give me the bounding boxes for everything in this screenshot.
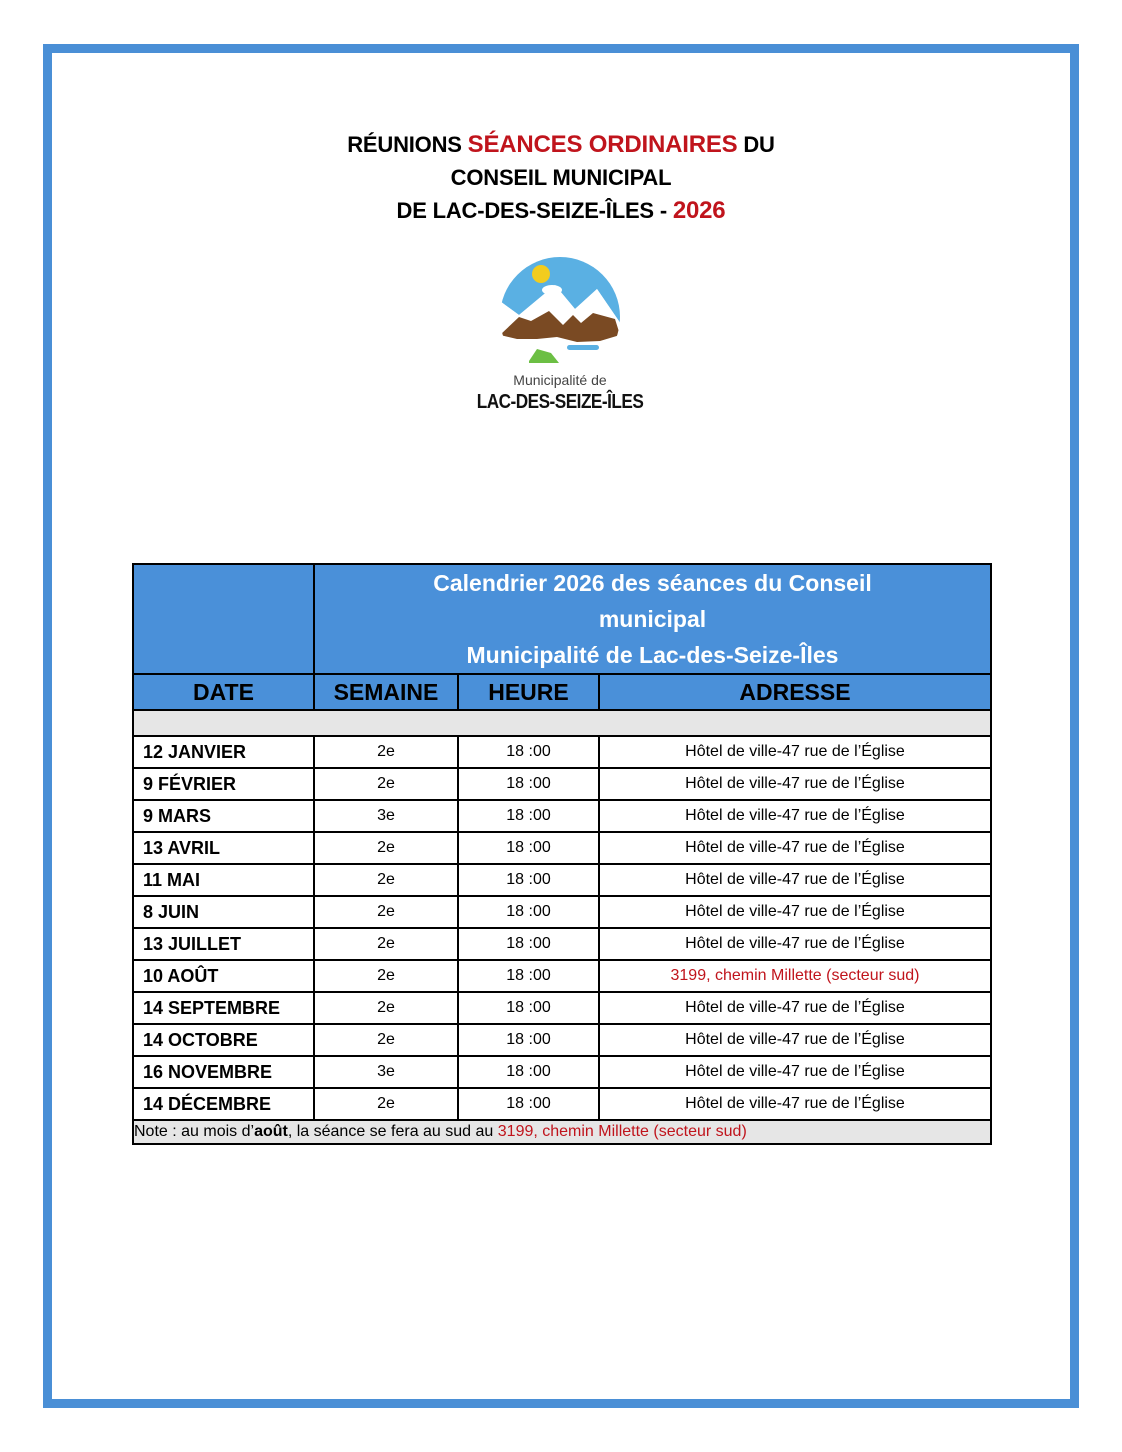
semaine-cell: 2e (314, 992, 458, 1024)
note-row (133, 1120, 991, 1144)
heure-cell: 18 :00 (458, 1056, 599, 1088)
semaine-cell: 2e (314, 768, 458, 800)
table-row (133, 1056, 991, 1088)
council-calendar-table (132, 563, 992, 1145)
column-header-date: DATE (133, 674, 314, 710)
title-prefix: RÉUNIONS (347, 132, 468, 157)
heure-cell: 18 :00 (458, 1088, 599, 1120)
caption-line-1: Calendrier 2026 des séances du Conseil (433, 570, 872, 596)
column-header-heure: HEURE (458, 674, 599, 710)
semaine-cell: 2e (314, 960, 458, 992)
heure-cell: 18 :00 (458, 992, 599, 1024)
semaine-cell: 2e (314, 896, 458, 928)
semaine-cell: 3e (314, 800, 458, 832)
adresse-cell: Hôtel de ville-47 rue de l’Église (599, 832, 991, 864)
adresse-cell: Hôtel de ville-47 rue de l’Église (599, 1056, 991, 1088)
semaine-cell: 3e (314, 1056, 458, 1088)
date-cell: 8 JUIN (133, 896, 314, 928)
note-middle: , la séance se fera au sud au (287, 1123, 498, 1140)
table-caption-row (133, 564, 991, 674)
title-year: 2026 (672, 197, 726, 224)
logo-emblem-icon (497, 257, 623, 372)
semaine-cell: 2e (314, 1024, 458, 1056)
title-suffix: DU (737, 132, 775, 157)
adresse-cell: Hôtel de ville-47 rue de l’Église (599, 768, 991, 800)
column-header-semaine: SEMAINE (314, 674, 458, 710)
title-line3-prefix: DE LAC-DES-SEIZE-ÎLES - (396, 198, 673, 223)
title-line-1 (0, 128, 1122, 161)
note-address: 3199, chemin Millette (secteur sud) (497, 1123, 747, 1140)
semaine-cell: 2e (314, 832, 458, 864)
table-body (133, 736, 991, 1120)
logo-text-line-1: Municipalité de (513, 372, 607, 388)
table-row (133, 1024, 991, 1056)
date-cell: 14 DÉCEMBRE (133, 1088, 314, 1120)
adresse-cell: Hôtel de ville-47 rue de l’Église (599, 864, 991, 896)
table-row (133, 832, 991, 864)
adresse-cell: 3199, chemin Millette (secteur sud) (599, 960, 991, 992)
date-cell: 14 SEPTEMBRE (133, 992, 314, 1024)
semaine-cell: 2e (314, 736, 458, 768)
heure-cell: 18 :00 (458, 768, 599, 800)
adresse-cell: Hôtel de ville-47 rue de l’Église (599, 1024, 991, 1056)
adresse-cell: Hôtel de ville-47 rue de l’Église (599, 1088, 991, 1120)
adresse-cell: Hôtel de ville-47 rue de l’Église (599, 992, 991, 1024)
table-row (133, 768, 991, 800)
table-row (133, 736, 991, 768)
note-cell (133, 1120, 991, 1144)
municipality-logo (470, 255, 650, 415)
table-row (133, 928, 991, 960)
date-cell: 14 OCTOBRE (133, 1024, 314, 1056)
date-cell: 16 NOVEMBRE (133, 1056, 314, 1088)
semaine-cell: 2e (314, 1088, 458, 1120)
adresse-cell: Hôtel de ville-47 rue de l’Église (599, 928, 991, 960)
heure-cell: 18 :00 (458, 800, 599, 832)
table-row (133, 800, 991, 832)
caption-line-3: Municipalité de Lac-des-Seize-Îles (466, 642, 839, 668)
table-caption (314, 564, 991, 674)
date-cell: 9 FÉVRIER (133, 768, 314, 800)
heure-cell: 18 :00 (458, 864, 599, 896)
semaine-cell: 2e (314, 864, 458, 896)
adresse-cell: Hôtel de ville-47 rue de l’Église (599, 896, 991, 928)
spacer-row (133, 710, 991, 736)
date-cell: 13 JUILLET (133, 928, 314, 960)
adresse-cell: Hôtel de ville-47 rue de l’Église (599, 800, 991, 832)
title-line-3 (0, 194, 1122, 227)
heure-cell: 18 :00 (458, 736, 599, 768)
column-header-adresse: ADRESSE (599, 674, 991, 710)
heure-cell: 18 :00 (458, 832, 599, 864)
table-row (133, 960, 991, 992)
adresse-cell: Hôtel de ville-47 rue de l’Église (599, 736, 991, 768)
title-line-2: CONSEIL MUNICIPAL (450, 165, 672, 190)
column-header-row (133, 674, 991, 710)
table-row (133, 992, 991, 1024)
caption-empty-cell (133, 564, 314, 674)
table-row (133, 896, 991, 928)
page-title (0, 128, 1122, 227)
semaine-cell: 2e (314, 928, 458, 960)
heure-cell: 18 :00 (458, 960, 599, 992)
date-cell: 10 AOÛT (133, 960, 314, 992)
table-row (133, 1088, 991, 1120)
note-bold: août (254, 1123, 288, 1140)
date-cell: 11 MAI (133, 864, 314, 896)
heure-cell: 18 :00 (458, 896, 599, 928)
title-highlight: SÉANCES ORDINAIRES (467, 131, 738, 158)
heure-cell: 18 :00 (458, 928, 599, 960)
note-prefix: Note : au mois d’ (134, 1123, 255, 1140)
spacer-cell (133, 710, 991, 736)
date-cell: 9 MARS (133, 800, 314, 832)
table-row (133, 864, 991, 896)
caption-line-2: municipal (598, 606, 707, 632)
heure-cell: 18 :00 (458, 1024, 599, 1056)
date-cell: 13 AVRIL (133, 832, 314, 864)
logo-text-line-2: LAC-DES-SEIZE-ÎLES (476, 391, 644, 413)
date-cell: 12 JANVIER (133, 736, 314, 768)
